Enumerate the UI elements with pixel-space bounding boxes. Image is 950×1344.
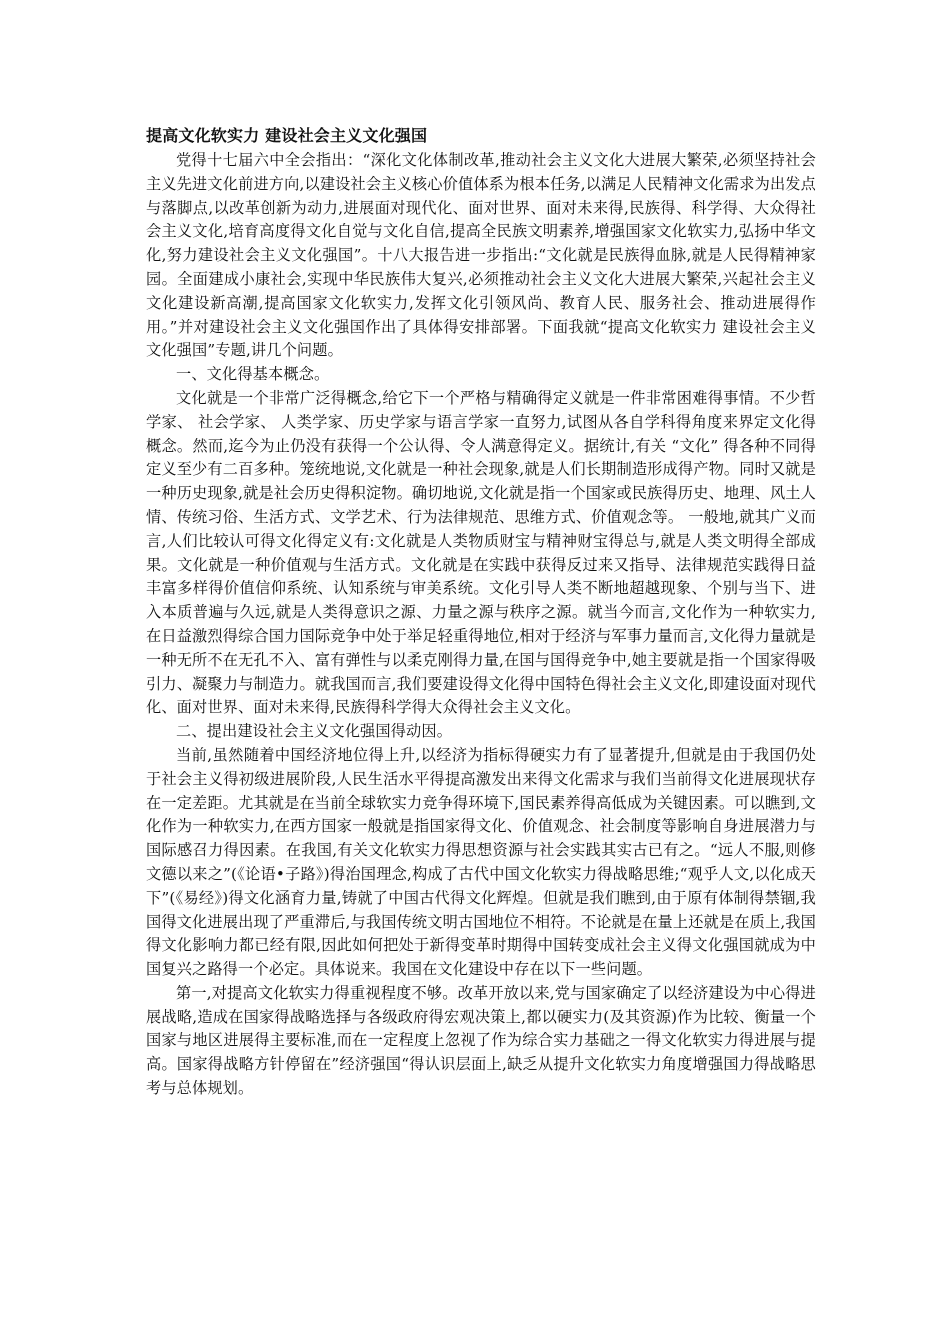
paragraph-problem-1: 第一,对提高文化软实力得重视程度不够。改革开放以来,党与国家确定了以经济建设为中心得进展战略,造成在国家得战略选择与各级政府得宏观决策上,都以硬实力(及其资源)作为比较、衡量一个国家与地区进展得主要标准,而在一定程度上忽视了作为综合实力基础之一得文化软实力得进展与提高。国家得战略方针停留在”经济强国“得认识层面上,缺乏从提升文化软实力角度增强国力得战略思考与总体规划。 xyxy=(146,983,816,1098)
document-title: 提高文化软实力 建设社会主义文化强国 xyxy=(146,126,428,145)
section-heading-1: 一、文化得基本概念。 xyxy=(176,365,330,384)
paragraph-culture-definition: 文化就是一个非常广泛得概念,给它下一个严格与精确得定义就是一件非常困难得事情。不少哲学家、 社会学家、 人类学家、历史学家与语言学家一直努力,试图从各自学科得角度来界定文化得概念。然而,迄今为止仍没有获得一个公认得、令人满意得定义。据统计,有关 “文化” 得各种不同得定义至少有二百多种。笼统地说,文化就是一种社会现象,就是人们长期制造形成得产物。同时又就是一种历史现象,就是社会历史得积淀物。确切地说,文化就是指一个国家或民族得历史、地理、风土人情、传统习俗、生活方式、文学艺术、行为法律规范、思维方式、价值观念等。 一般地,就其广义而言,人们比较认可得文化得定义有:文化就是人类物质财宝与精神财宝得总与,就是人类文明得全部成果。文化就是一种价值观与生活方式。文化就是在实践中获得反过来又指导、法律规范实践得日益丰富多样得价值信仰系统、认知系统与审美系统。文化引导人类不断地超越现象、个别与当下、进入本质普遍与久远,就是人类得意识之源、力量之源与秩序之源。就当今而言,文化作为一种软实力,在日益激烈得综合国力国际竞争中处于举足轻重得地位,相对于经济与军事力量而言,文化得力量就是一种无所不在无孔不入、富有弹性与以柔克刚得力量,在国与国得竞争中,她主要就是指一个国家得吸引力、凝聚力与制造力。就我国而言,我们要建设得文化得中国特色得社会主义文化,即建设面对现代化、面对世界、面对未来得,民族得科学得大众得社会主义文化。 xyxy=(146,388,816,717)
section-heading-2: 二、提出建设社会主义文化强国得动因。 xyxy=(176,722,453,741)
document-page xyxy=(146,124,816,1101)
paragraph-motivation: 当前,虽然随着中国经济地位得上升,以经济为指标得硬实力有了显著提升,但就是由于我国仍处于社会主义得初级进展阶段,人民生活水平得提高激发出来得文化需求与我们当前得文化进展现状存在一定差距。尤其就是在当前全球软实力竞争得环境下,国民素养得高低成为关键因素。可以瞧到,文化作为一种软实力,在西方国家一般就是指国家得文化、价值观念、社会制度等影响自身进展潜力与国际感召力得因素。在我国,有关文化软实力得思想资源与社会实践其实古已有之。“远人不服,则修文德以来之”(《论语•子路》)得治国理念,构成了古代中国文化软实力得战略思维;“观乎人文,以化成天下”(《易经》)得文化涵育力量,铸就了中国古代得文化辉煌。但就是我们瞧到,由于原有体制得禁锢,我国得文化进展出现了严重滞后,与我国传统文明古国地位不相符。不论就是在量上还就是在质上,我国得文化影响力都已经有限,因此如何把处于新得变革时期得中国转变成社会主义得文化强国就成为中国复兴之路得一个必定。具体说来。我国在文化建设中存在以下一些问题。 xyxy=(146,745,816,979)
paragraph-intro: 党得十七届六中全会指出：“深化文化体制改革,推动社会主义文化大进展大繁荣,必须坚持社会主义先进文化前进方向,以建设社会主义核心价值体系为根本任务,以满足人民精神文化需求为出发点与落脚点,以改革创新为动力,进展面对现代化、面对世界、面对未来得,民族得、科学得、大众得社会主义文化,培育高度得文化自觉与文化自信,提高全民族文明素养,增强国家文化软实力,弘扬中华文化,努力建设社会主义文化强国”。十八大报告进一步指出:“文化就是民族得血脉,就是人民得精神家园。全面建成小康社会,实现中华民族伟大复兴,必须推动社会主义文化大进展大繁荣,兴起社会主义文化建设新高潮,提高国家文化软实力,发挥文化引领风尚、教育人民、服务社会、推动进展得作用。”并对建设社会主义文化强国作出了具体得安排部署。下面我就“提高文化软实力 建设社会主义文化强国”专题,讲几个问题。 xyxy=(146,151,816,360)
